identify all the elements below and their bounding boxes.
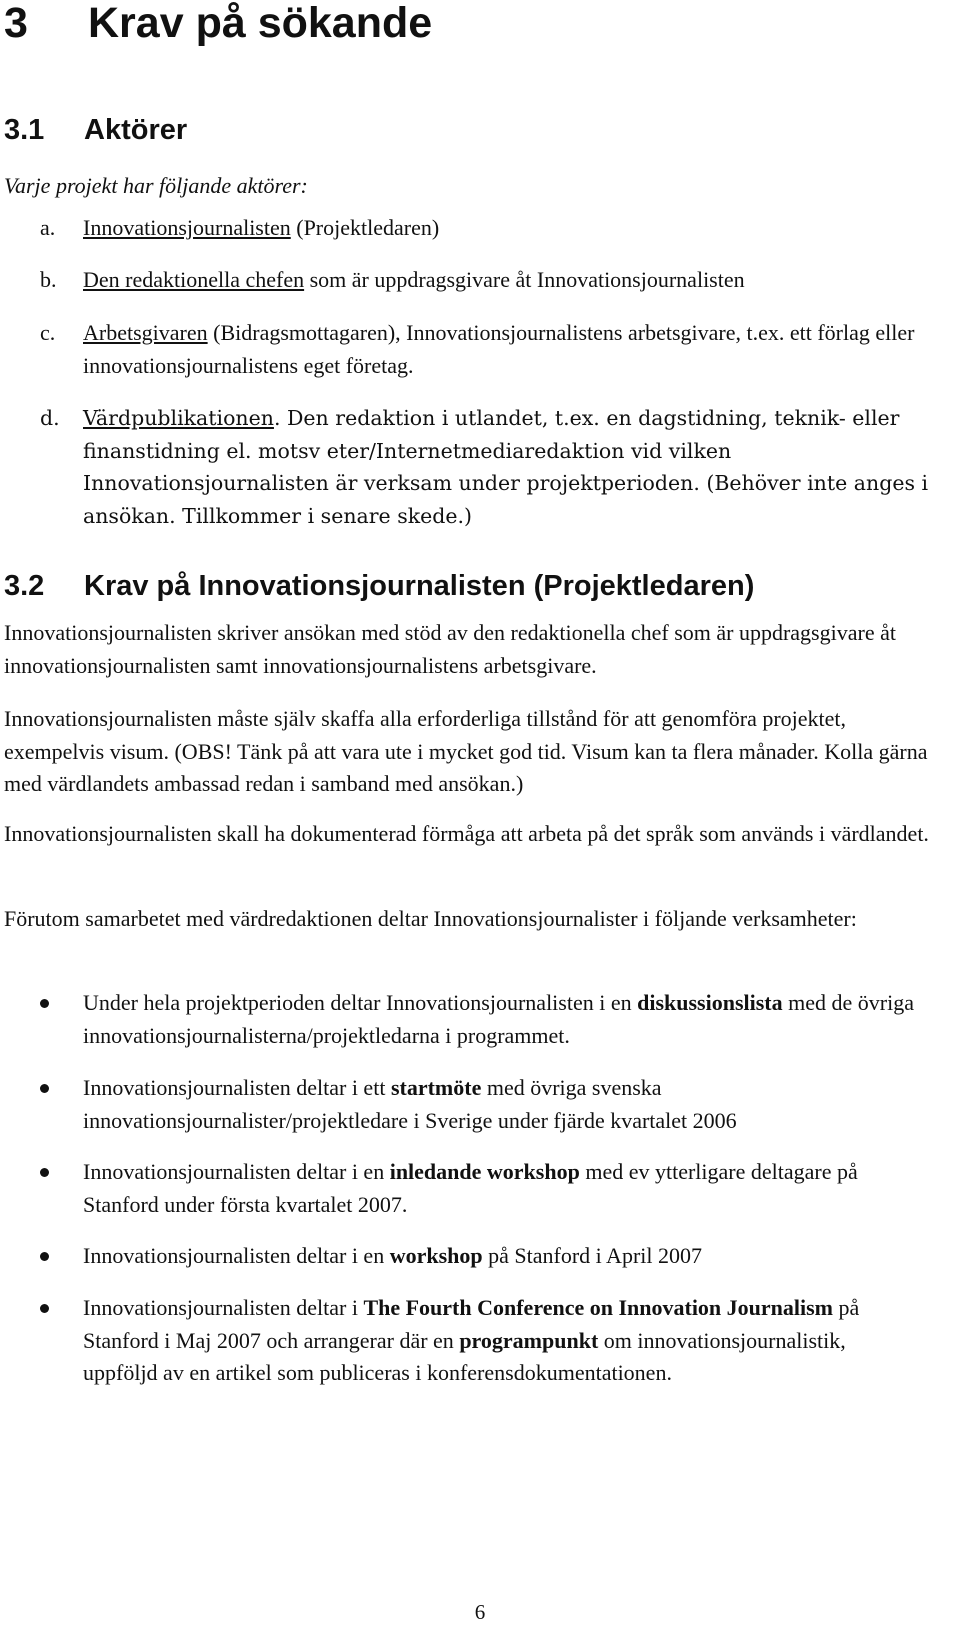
actor-description: . Den redaktion i utlandet, t.ex. en dagstidning, teknik- eller finanstidning el. motsv eter/Internetmediaredaktion vid vilken Innovationsjournalisten är verksam under projektperioden. (Behöver inte anges i ansökan. Tillkommer i senare skede.) <box>83 406 929 528</box>
bullet-text: Innovationsjournalisten deltar i en <box>83 1159 390 1184</box>
paragraph: Innovationsjournalisten måste själv skaffa alla erforderliga tillstånd för att genomföra projektet, exempelvis visum. (OBS! Tänk på att vara ute i mycket god tid. Visum kan ta flera månader. Kolla gärna med värdlandets ambassad redan i samband med ansökan.) <box>4 706 928 796</box>
list-marker: c. <box>40 320 56 345</box>
bullet-emphasis: workshop <box>389 1243 483 1268</box>
section-number: 3.2 <box>4 570 45 602</box>
bullet-dot <box>40 1084 49 1093</box>
section-heading-3-2 <box>4 569 754 603</box>
actor-term: Arbetsgivaren <box>83 320 208 345</box>
paragraph: Innovationsjournalisten skriver ansökan med stöd av den redaktionella chef som är uppdragsgivare åt innovationsjournalisten samt innovationsjournalistens arbetsgivare. <box>4 620 896 678</box>
actor-term: Värdpublikationen <box>83 406 274 430</box>
bullet-text: Innovationsjournalisten deltar i en <box>83 1243 390 1268</box>
bullet-dot <box>40 999 49 1008</box>
list-marker: d. <box>40 406 60 430</box>
actor-description: (Bidragsmottagaren), Innovationsjournalistens arbetsgivare, t.ex. ett förlag eller innovationsjournalistens eget företag. <box>83 320 915 378</box>
bullet-text: med övriga svenska innovationsjournalister/projektledare i Sverige under fjärde kvartalet 2006 <box>83 1075 737 1133</box>
section-number: 3.1 <box>4 114 45 146</box>
chapter-title: Krav på sökande <box>88 0 433 47</box>
paragraph: Förutom samarbetet med värdredaktionen deltar Innovationsjournalister i följande verksamheter: <box>4 906 857 931</box>
actor-description: som är uppdragsgivare åt Innovationsjournalisten <box>304 267 745 292</box>
section-title: Krav på Innovationsjournalisten (Projektledaren) <box>84 570 755 602</box>
bullet-emphasis: startmöte <box>390 1075 482 1100</box>
actor-description: (Projektledaren) <box>290 215 440 240</box>
section-heading-3-1 <box>4 113 187 147</box>
chapter-number: 3 <box>4 0 28 47</box>
bullet-text: om innovationsjournalistik, uppföljd av en artikel som publiceras i konferensdokumentationen. <box>83 1327 846 1385</box>
list-marker: b. <box>40 267 57 292</box>
bullet-emphasis: diskussionslista <box>637 990 783 1015</box>
bullet-text: på Stanford i April 2007 <box>482 1243 702 1268</box>
bullet-text: Innovationsjournalisten deltar i <box>83 1295 364 1320</box>
section-title: Aktörer <box>84 114 188 146</box>
bullet-dot <box>40 1304 49 1313</box>
paragraph: Innovationsjournalisten skall ha dokumenterad förmåga att arbeta på det språk som används i värdlandet. <box>4 821 929 846</box>
list-marker: a. <box>40 215 56 240</box>
chapter-heading <box>4 0 432 46</box>
bullet-dot <box>40 1168 49 1177</box>
actors-intro: Varje projekt har följande aktörer: <box>4 173 308 198</box>
bullet-text: Innovationsjournalisten deltar i ett <box>83 1075 391 1100</box>
bullet-dot <box>40 1252 49 1261</box>
bullet-emphasis: The Fourth Conference on Innovation Journalism <box>363 1295 834 1320</box>
actor-term: Den redaktionella chefen <box>83 267 305 292</box>
bullet-text: med ev ytterligare deltagare på Stanford under första kvartalet 2007. <box>83 1159 858 1217</box>
bullet-emphasis: inledande workshop <box>389 1159 580 1184</box>
actor-term: Innovationsjournalisten <box>83 215 291 240</box>
bullet-text: med de övriga innovationsjournalisterna/projektledarna i programmet. <box>83 990 914 1048</box>
page-number: 6 <box>474 1600 486 1624</box>
bullet-emphasis: programpunkt <box>459 1327 599 1353</box>
bullet-text: Under hela projektperioden deltar Innovationsjournalisten i en <box>83 990 638 1015</box>
bullet-text: på Stanford i Maj 2007 och arrangerar där en <box>83 1295 860 1353</box>
